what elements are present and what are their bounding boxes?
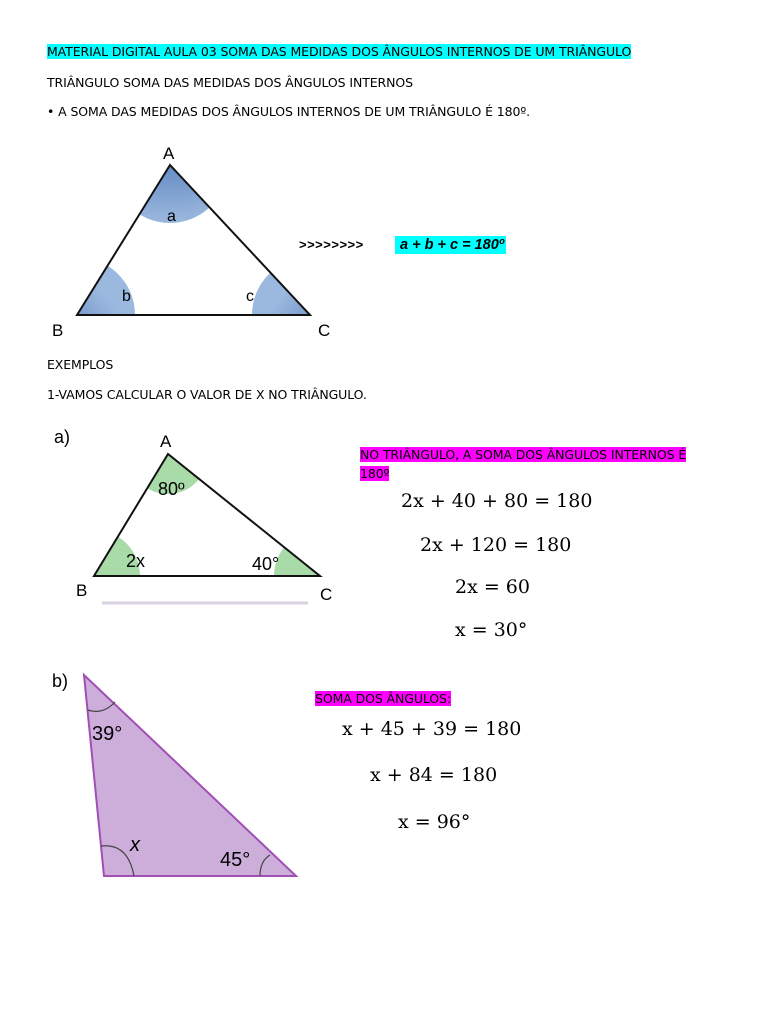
example-a-figure: [50, 422, 350, 612]
example-a-note-line1: NO TRIÂNGULO, A SOMA DOS ÂNGULOS INTERNOS É: [360, 447, 687, 462]
angle-40-label: 40°: [252, 554, 280, 574]
example-b-note: [315, 691, 451, 706]
example-a-step-1: 2x + 40 + 80 = 180: [401, 490, 593, 512]
examples-heading: EXEMPLOS: [47, 357, 114, 372]
example-a-note-line2: 180º: [360, 466, 390, 481]
angle-80-label: 80º: [158, 479, 185, 499]
example-a-step-2: 2x + 120 = 180: [420, 534, 572, 556]
angle-39-label: 39°: [92, 723, 123, 745]
angle-a-label: a: [167, 208, 176, 225]
angle-b-label: b: [122, 288, 131, 305]
bullet-statement: • A SOMA DAS MEDIDAS DOS ÂNGULOS INTERNOS DE UM TRIÂNGULO É 180º.: [47, 104, 530, 119]
angle-c-label: c: [246, 288, 254, 305]
page-title: [47, 44, 631, 59]
page-title-text: MATERIAL DIGITAL AULA 03 SOMA DAS MEDIDAS DOS ÂNGULOS INTERNOS DE UM TRIÂNGULO: [47, 44, 632, 59]
angle-45-label: 45°: [220, 849, 251, 871]
example-a-vertex-b: B: [76, 581, 88, 600]
example-intro: 1-VAMOS CALCULAR O VALOR DE X NO TRIÂNGULO.: [47, 387, 367, 402]
example-a-vertex-a: A: [160, 432, 172, 451]
example-a-label: a): [54, 427, 71, 447]
example-a-step-4: x = 30°: [455, 619, 528, 641]
section-subtitle: TRIÂNGULO SOMA DAS MEDIDAS DOS ÂNGULOS INTERNOS: [47, 75, 413, 90]
example-b-label: b): [52, 671, 69, 691]
example-b-step-1: x + 45 + 39 = 180: [342, 718, 522, 740]
main-triangle-figure: [40, 135, 340, 345]
arrow-indicator: >>>>>>>>: [299, 237, 364, 252]
example-b-triangle: [84, 675, 296, 876]
angle-x-label: x: [130, 834, 140, 856]
example-b-figure: [48, 665, 308, 890]
vertex-a-label: A: [163, 144, 175, 163]
example-a-step-3: 2x = 60: [455, 576, 530, 598]
example-a-vertex-c: C: [320, 585, 333, 604]
vertex-c-label: C: [318, 321, 331, 340]
example-b-note-text: SOMA DOS ÂNGULOS:: [315, 691, 451, 706]
angle-2x-label: 2x: [126, 551, 146, 571]
vertex-b-label: B: [52, 321, 64, 340]
example-a-note: [360, 445, 686, 483]
example-b-step-2: x + 84 = 180: [370, 764, 498, 786]
angle-sum-formula: a + b + c = 180º: [395, 236, 506, 254]
example-b-step-3: x = 96°: [398, 811, 471, 833]
